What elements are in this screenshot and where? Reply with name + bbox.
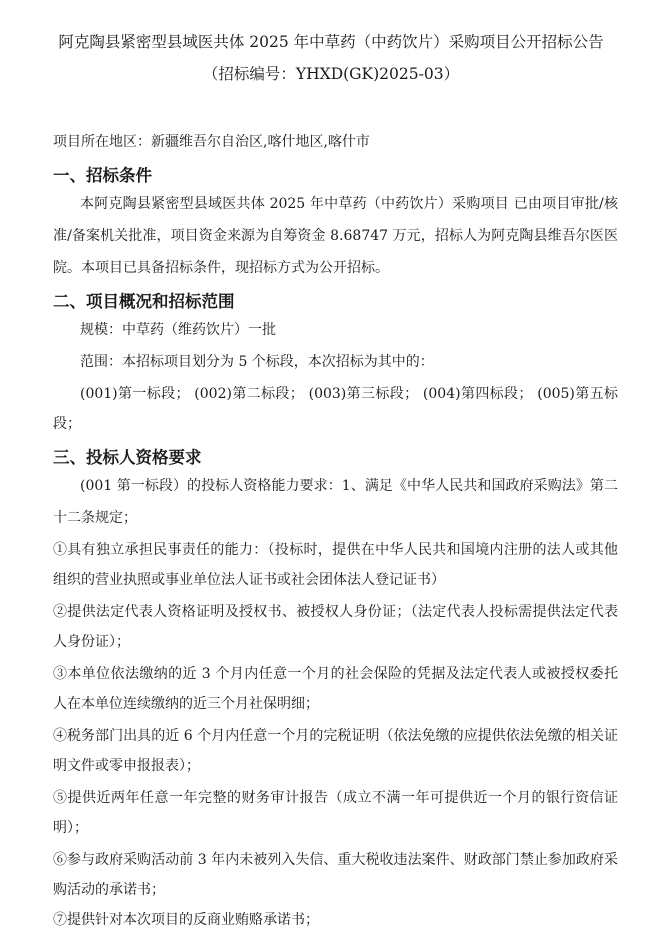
section-1-line: 本阿克陶县紧密型县域医共体 2025 年中草药（中药饮片）采购项目 已由项目审批/核 [80, 196, 618, 212]
project-location: 项目所在地区：新疆维吾尔自治区,喀什地区,喀什市 [53, 134, 370, 150]
section-3-line: ⑤提供近两年任意一年完整的财务审计报告（成立不满一年可提供近一个月的银行资信证 [53, 790, 618, 806]
section-heading-1: 一、招标条件 [53, 166, 152, 185]
section-heading-2: 二、项目概况和招标范围 [53, 292, 235, 311]
section-3-line: 十二条规定； [53, 510, 137, 526]
section-1-line: 准/备案机关批准，项目资金来源为自筹资金 8.68747 万元，招标人为阿克陶县维吾尔医医 [53, 228, 618, 244]
section-3-line: 人在本单位连续缴纳的近三个月社保明细； [53, 696, 319, 712]
section-3-line: 购活动的承诺书； [53, 882, 165, 898]
section-3-line: (001 第一标段）的投标人资格能力要求：1、满足《中华人民共和国政府采购法》第二 [80, 478, 618, 494]
section-3-line: 明文件或零申报报表）； [53, 758, 200, 774]
section-2-line: 规模：中草药（维药饮片）一批 [80, 322, 276, 338]
section-1-line: 院。本项目已具备招标条件，现招标方式为公开招标。 [53, 260, 389, 276]
section-3-line: ②提供法定代表人资格证明及授权书、被授权人身份证；（法定代表人投标需提供法定代表 [53, 604, 618, 620]
section-3-line: 人身份证）； [53, 634, 130, 650]
section-3-line: ③本单位依法缴纳的近 3 个月内任意一个月的社会保险的凭据及法定代表人或被授权委托 [53, 666, 618, 682]
section-2-line: 段； [53, 416, 81, 432]
section-2-line: 范围：本招标项目划分为 5 个标段，本次招标为其中的： [80, 354, 434, 370]
section-3-line: 明）； [53, 820, 88, 836]
section-heading-3: 三、投标人资格要求 [53, 448, 202, 467]
section-3-line: 组织的营业执照或事业单位法人证书或社会团体法人登记证书） [53, 572, 445, 588]
section-2-line: (001)第一标段； (002)第二标段； (003)第三标段； (004)第四标段； (005)第五标 [80, 386, 618, 402]
document-title: 阿克陶县紧密型县域医共体 2025 年中草药（中药饮片）采购项目公开招标公告 [58, 33, 604, 51]
section-3-line: ⑥参与政府采购活动前 3 年内未被列入失信、重大税收违法案件、财政部门禁止参加政府采 [53, 852, 618, 868]
section-3-line: ④税务部门出具的近 6 个月内任意一个月的完税证明（依法免缴的应提供依法免缴的相关证 [53, 728, 618, 744]
section-3-line: ①具有独立承担民事责任的能力：（投标时，提供在中华人民共和国境内注册的法人或其他 [53, 542, 618, 558]
tender-code: （招标编号：YHXD(GK)2025-03） [202, 65, 460, 83]
section-3-line: ⑦提供针对本次项目的反商业贿赂承诺书； [53, 912, 319, 928]
